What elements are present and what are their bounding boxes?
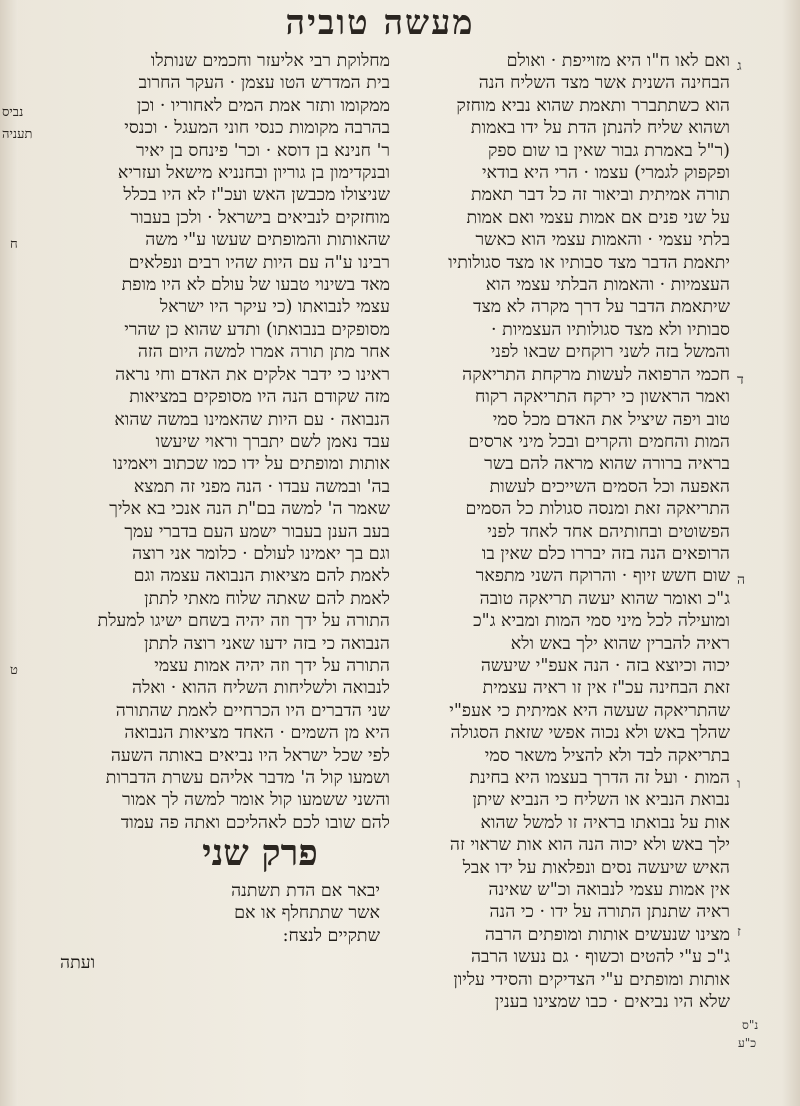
text-line: התורה על ידך וזה יהיה אמות עצמי [154,655,390,676]
text-line: עבד נאמן לשם יתברך וראוי שיעשו [155,431,390,452]
text-line: ואם לאו ח"ו היא מזוייפת · ואולם [506,51,730,71]
text-line: הוא כשתתברר ותאמת שהוא נביא מוחזק [456,95,730,116]
text-line: הנבואה כי בזה ידעו שאני רוצה לתתן [144,633,390,654]
margin-note: נביס [2,105,24,120]
binding-edge-right [782,0,800,1106]
text-line: שהלך באש ולא נכוה אפשי שזאת הסגולה [450,723,730,744]
text-line: ראיה שתנתן התורה על ידו · כי הנה [489,902,730,923]
paragraph-marker: ד [737,372,744,388]
text-line: לאמת להם מציאות הנבואה עצמה וגם [133,566,390,587]
chapter-heading: פרק שני [202,832,318,874]
text-line: ממקומו ותזר אמת המים לאחוריו · וכן [136,95,390,116]
text-line: מסופקים בנבואתו) ותדע שהוא כן שהרי [124,319,390,340]
chapter-summary-line: אשר שתתחלף או אם [234,903,380,924]
text-line: אותות ומופתים ע"י הצדיקים והסידי עליון [453,969,730,990]
running-title: מעשה טוביה [285,3,475,43]
text-line: התורה על ידך וזה יהיה בשחם ישיגו למעלת [97,611,390,632]
text-line: ילך באש ולא יכוה הנה הוא אות שראוי זה [449,835,730,856]
text-line: שני הדברים היו הכרחיים לאמת שהתורה [115,700,390,721]
text-line: הנבואה · עם היות שהאמינו במשה שהוא [114,409,390,430]
text-line: אותות ומופתים על ידו כמו שכתוב ויאמינו [112,454,390,475]
text-line: זאת הבחינה עכ"ז אין זו ראיה עצמית [482,678,730,699]
text-line: מוחזקים לנביאים בישראל · ולכן בעבור [130,207,390,228]
bottom-mark: כ"ע [738,1036,757,1050]
chapter-summary-line: שתקיים לנצח: [282,925,380,946]
text-line: עצמי לנבואתו (כי עיקר היו ישראל [159,297,390,318]
text-line: הרופאים הנה בזה יבררו כלם שאין בו [481,543,730,564]
text-line: ר' חנינא בן דוסא · וכר' פינחס בן יאיר [136,140,390,161]
paragraph-marker: ג [737,58,742,74]
margin-note: ח [10,237,18,252]
text-line: העצמיות · והאמות הבלתי עצמי הוא [485,275,730,296]
text-line: האפעה וכל הסמים השייכים לעשות [489,476,730,497]
text-line: תורה אמיתית וביאור זה כל דבר תאמת [470,185,730,206]
text-line: בית המדרש הטו עצמן · העקר החרוב [138,73,390,94]
text-line: האיש שיעשה נסים ונפלאות על ידו אבל [462,857,730,878]
text-line: והמשל בזה לשני רוקחים שבאו לפני [490,342,730,363]
text-line: מזה שקודם הנה היו מסופקים במציאות [129,387,390,408]
text-line: טוב ויפה שיציל את האדם מכל סמי [492,409,730,430]
text-line: ראיה להברין שהוא ילך באש ולא [510,633,730,654]
text-line: המות והחמים והקרים ובכל מיני ארסים [468,431,730,452]
text-line: לנבואה ולשליחות השליח ההוא · ואלה [132,678,390,699]
text-line: שהתריאקה שעשה היא אמיתית כי אעפ"י [449,700,730,721]
text-line: המות · ועל זה הדרך בעצמו היא בחינת [469,768,730,788]
text-line: אין אמות עצמי לנבואה וכ"ש שאינה [488,880,730,901]
text-line: ג"כ ואומר שהוא יעשה תריאקה טובה [479,588,730,609]
text-line: נבואת הנביא או השליח כי הנביא שיתן [472,790,730,811]
text-line: אות על נבואתו בראיה זו למשל שהוא [480,812,730,833]
text-line: שלא היו נביאים · כבו שמצינו בענין [494,992,730,1013]
text-line: יתאמת הדבר מצד סבותיו או מצד סגולותיו [448,252,730,273]
text-line: בתריאקה לבד ולא להציל משאר סמי [484,745,730,766]
text-line: חכמי הרפואה לעשות מרקחת התריאקה [462,364,730,385]
text-line: שיתאמת הדבר על דרך מקרה לא מצד [473,297,730,318]
closing-word: ועתה [60,953,96,973]
text-line: בראיה ברורה שהוא מראה להם בשר [484,454,730,475]
text-line: שניצולו מכבשן האש ועכ"ז לא היו בכלל [123,185,390,206]
text-line: מחלוקת רבי אליעזר וחכמים שנותלו [150,51,390,71]
text-line: היא מן השמים · האחד מציאות הנבואה [124,723,390,744]
text-line: ג"כ ע"י להטים וכשוף · גם נעשו הרבה [470,947,730,968]
margin-note: ט [10,663,18,678]
text-line: ומועילה לכל מיני סמי המות ומביא ג"כ [473,611,730,632]
text-line: רבינו ע"ה עם היות שהיו רבים ונפלאים [128,252,390,273]
text-line: ושהוא שליח להנתן הדת על ידו באמות [470,118,730,139]
text-line: לאמת להם שאתה שלוח מאתי לתתן [144,588,390,609]
text-line: ופקפוק לגמרי) עצמו · הרי היא בודאי [481,163,730,184]
text-line: להם שובו לכם לאהליכם ואתה פה עמוד [120,812,390,833]
bottom-mark: נ"ס [742,1018,759,1032]
text-line: מאד בשינוי טבעו של עולם לא היו מופת [121,275,390,296]
text-line: והשני ששמעו קול אומר למשה לך אמור [122,790,390,811]
text-line: הבחינה השנית אשר מצד השליח הנה [478,73,730,94]
text-line: הפשוטים ובחותיהם אחד לאחד לפני [487,521,730,542]
text-line: בה' ובמשה עבדו · הנה מפני זה תמצא [133,476,390,497]
chapter-summary [40,880,380,947]
text-line: שהאותות והמופתים שעשו ע"י משה [145,230,390,251]
text-line: שאמר ה' למשה בם"ת הנה אנכי בא אליך [109,499,390,520]
text-line: בהרבה מקומות כנסי חוני המעגל · וכנסי [124,118,390,139]
text-line: אחר מתן תורה אמרו למשה היום הזה [137,342,390,363]
paragraph-marker: ה [737,572,746,588]
text-line: בעב הענן בעבור ישמע העם בדברי עמך [124,521,390,542]
text-line: וגם בך יאמינו לעולם · כלומר אני רוצה [132,543,390,564]
text-line: על שני פנים אם אמות עצמי ואם אמות [466,207,730,228]
text-line: התריאקה זאת ומנסה סגולות כל הסמים [465,499,730,520]
text-line: ואמר הראשון כי ירקח התריאקה רקוח [475,387,730,408]
text-line: סבותיו ולא מצד סגולותיו העצמיות · [491,319,730,340]
right-column [400,50,730,1013]
text-line: לפי שכל ישראל היו נביאים באותה השעה [110,745,390,766]
text-line: מצינו שנעשים אותות ומופתים הרבה [484,924,730,945]
left-column [40,50,390,834]
paragraph-marker: ו [737,776,741,792]
text-line: בלתי עצמי · והאמות עצמי הוא כאשר [475,230,730,251]
text-line: יכוה וכיוצא בזה · הנה אעפ"י שיעשה [480,655,730,676]
text-line: ראינו כי ידבר אלקים את האדם וחי נראה [115,364,390,385]
text-line: שום חשש זיוף · והרוקח השני מתפאר [475,566,730,587]
page-header [0,0,800,46]
text-line: ושמעו קול ה' מדבר אליהם עשרת הדברות [105,768,390,788]
chapter-summary-line: יבאר אם הדת תשתנה [231,881,380,901]
text-line: (ר"ל באמרת גבור שאין בו שום ספק [487,140,730,161]
margin-note: תעניה [2,127,33,142]
binding-edge-left [0,0,18,1106]
text-line: ובנקדימון בן גוריון ובחנניא מישאל ועזריא [117,163,390,184]
paragraph-marker: ז [737,924,741,940]
